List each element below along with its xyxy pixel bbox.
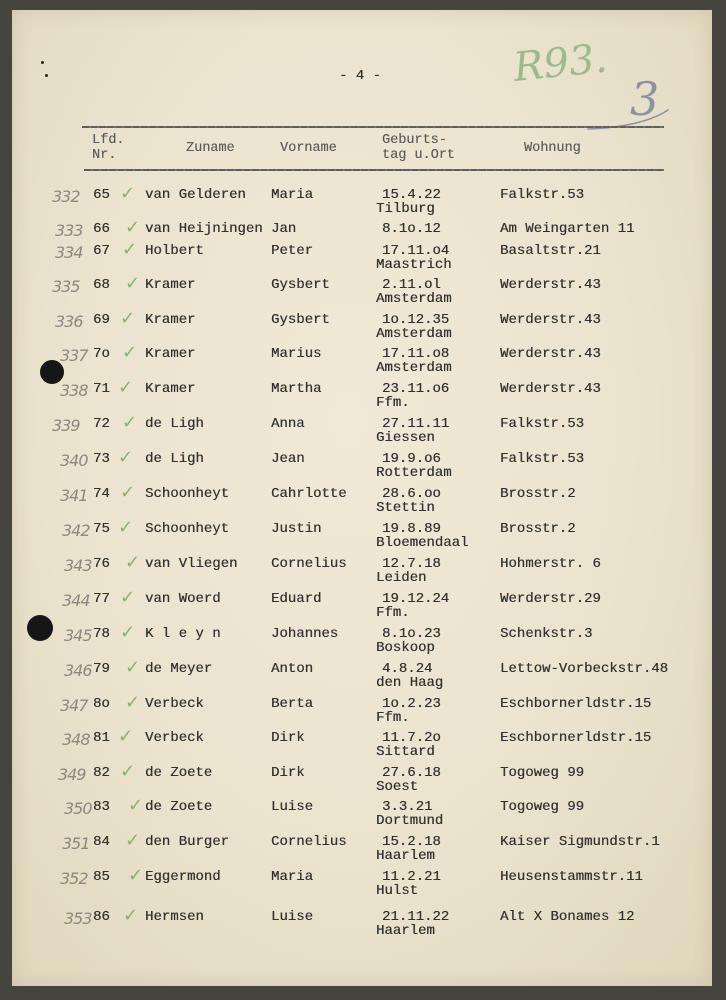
column-header-zuname: Zuname	[186, 141, 235, 156]
birth-place: Ffm.	[376, 605, 410, 621]
entry-row	[0, 726, 726, 761]
birth-date: 17.11.o8	[382, 346, 450, 362]
zuname: van Gelderen	[145, 187, 246, 203]
punch-hole	[40, 360, 64, 384]
entry-row	[0, 517, 726, 552]
entry-row	[0, 412, 726, 447]
header-rule-bottom	[84, 169, 664, 171]
column-header-vorname: Vorname	[280, 141, 337, 156]
vorname: Jan	[271, 221, 297, 237]
page-number: - 4 -	[339, 68, 382, 84]
check-icon: ✓	[118, 447, 134, 468]
check-icon: ✓	[120, 622, 136, 643]
birth-date: 8.1o.23	[382, 626, 441, 642]
lfd-nr: 65	[93, 187, 110, 203]
zuname: de Ligh	[145, 451, 204, 467]
wohnung: Falkstr.53	[500, 187, 585, 203]
vorname: Anna	[271, 416, 305, 432]
handwritten-running-number: 339	[52, 416, 80, 435]
handwritten-running-number: 348	[62, 730, 90, 749]
handwritten-running-number: 335	[52, 277, 80, 296]
birth-date: 19.8.89	[382, 521, 441, 537]
zuname: den Burger	[145, 834, 230, 850]
birth-place: Boskoop	[376, 640, 435, 656]
zuname: Verbeck	[145, 696, 204, 712]
birth-date: 17.11.o4	[382, 243, 450, 259]
vorname: Gysbert	[271, 312, 330, 328]
wohnung: Basaltstr.21	[500, 243, 601, 259]
zuname: de Zoete	[145, 799, 213, 815]
birth-date: 8.1o.12	[382, 221, 441, 237]
birth-place: Ffm.	[376, 710, 410, 726]
wohnung: Werderstr.43	[500, 277, 601, 293]
birth-place: Rotterdam	[376, 465, 452, 481]
birth-place: Stettin	[376, 500, 435, 516]
birth-date: 19.9.o6	[382, 451, 441, 467]
entry-row	[0, 865, 726, 900]
wohnung: Falkstr.53	[500, 416, 585, 432]
lfd-nr: 77	[93, 591, 110, 607]
check-icon: ✓	[118, 726, 134, 747]
vorname: Jean	[271, 451, 305, 467]
wohnung: Werderstr.29	[500, 591, 601, 607]
birth-date: 1o.2.23	[382, 696, 441, 712]
birth-place: Maastrich	[376, 257, 452, 273]
column-header-tag-u-ort: tag u.Ort	[382, 148, 455, 163]
birth-date: 11.7.2o	[382, 730, 441, 746]
zuname: Kramer	[145, 312, 196, 328]
zuname: de Meyer	[145, 661, 213, 677]
zuname: K l e y n	[145, 626, 221, 642]
check-icon: ✓	[118, 517, 134, 538]
check-icon: ✓	[125, 217, 141, 238]
birth-place: Tilburg	[376, 201, 435, 217]
birth-place: Giessen	[376, 430, 435, 446]
birth-date: 4.8.24	[382, 661, 433, 677]
birth-place: Soest	[376, 779, 419, 795]
check-icon: ✓	[120, 183, 136, 204]
check-icon: ✓	[128, 795, 144, 816]
vorname: Cornelius	[271, 556, 347, 572]
birth-date: 19.12.24	[382, 591, 450, 607]
handwritten-running-number: 340	[60, 451, 88, 470]
entry-row	[0, 795, 726, 830]
handwritten-running-number: 351	[62, 834, 90, 853]
zuname: Kramer	[145, 381, 196, 397]
lfd-nr: 73	[93, 451, 110, 467]
birth-place: den Haag	[376, 675, 444, 691]
vorname: Cahrlotte	[271, 486, 347, 502]
handwritten-running-number: 341	[60, 486, 88, 505]
zuname: Holbert	[145, 243, 204, 259]
check-icon: ✓	[122, 342, 138, 363]
vorname: Eduard	[271, 591, 322, 607]
wohnung: Werderstr.43	[500, 346, 601, 362]
check-icon: ✓	[125, 692, 141, 713]
birth-place: Amsterdam	[376, 360, 452, 376]
birth-place: Amsterdam	[376, 291, 452, 307]
check-icon: ✓	[118, 377, 134, 398]
entry-row	[0, 183, 726, 218]
birth-date: 2.11.ol	[382, 277, 441, 293]
lfd-nr: 76	[93, 556, 110, 572]
vorname: Martha	[271, 381, 322, 397]
check-icon: ✓	[120, 587, 136, 608]
vorname: Cornelius	[271, 834, 347, 850]
handwritten-running-number: 345	[64, 626, 92, 645]
vorname: Justin	[271, 521, 322, 537]
handwritten-sheet-number: 3	[630, 72, 660, 126]
zuname: Schoonheyt	[145, 521, 230, 537]
zuname: van Woerd	[145, 591, 221, 607]
lfd-nr: 72	[93, 416, 110, 432]
birth-date: 11.2.21	[382, 869, 441, 885]
handwritten-running-number: 347	[60, 696, 88, 715]
birth-date: 27.6.18	[382, 765, 441, 781]
column-header-wohnung: Wohnung	[524, 141, 581, 156]
handwritten-running-number: 349	[58, 765, 86, 784]
entry-row	[0, 447, 726, 482]
entry-row	[0, 905, 726, 940]
entry-row	[0, 273, 726, 308]
zuname: Eggermond	[145, 869, 221, 885]
wohnung: Werderstr.43	[500, 312, 601, 328]
wohnung: Togoweg 99	[500, 765, 585, 781]
punch-hole	[27, 615, 53, 641]
vorname: Johannes	[271, 626, 339, 642]
lfd-nr: 74	[93, 486, 110, 502]
birth-place: Amsterdam	[376, 326, 452, 342]
lfd-nr: 66	[93, 221, 110, 237]
vorname: Peter	[271, 243, 314, 259]
birth-date: 1o.12.35	[382, 312, 450, 328]
vorname: Dirk	[271, 765, 305, 781]
column-header-lfd: Lfd.	[92, 133, 125, 148]
zuname: van Heijningen	[145, 221, 263, 237]
birth-place: Dortmund	[376, 813, 444, 829]
entry-row	[0, 552, 726, 587]
wohnung: Schenkstr.3	[500, 626, 593, 642]
wohnung: Eschbornerldstr.15	[500, 730, 652, 746]
check-icon: ✓	[125, 830, 141, 851]
check-icon: ✓	[125, 552, 141, 573]
entry-row	[0, 308, 726, 343]
birth-place: Hulst	[376, 883, 419, 899]
wohnung: Brosstr.2	[500, 521, 576, 537]
entry-row	[0, 377, 726, 412]
entry-row	[0, 239, 726, 274]
handwritten-running-number: 352	[60, 869, 88, 888]
birth-date: 3.3.21	[382, 799, 433, 815]
birth-place: Leiden	[376, 570, 427, 586]
check-icon: ✓	[120, 761, 136, 782]
entry-row	[0, 657, 726, 692]
handwritten-running-number: 344	[62, 591, 90, 610]
wohnung: Kaiser Sigmundstr.1	[500, 834, 660, 850]
handwritten-running-number: 342	[62, 521, 90, 540]
vorname: Maria	[271, 187, 314, 203]
vorname: Luise	[271, 909, 314, 925]
handwritten-running-number: 332	[52, 187, 80, 206]
birth-place: Ffm.	[376, 395, 410, 411]
wohnung: Am Weingarten 11	[500, 221, 635, 237]
handwritten-running-number: 338	[60, 381, 88, 400]
header-rule-top	[82, 126, 664, 128]
lfd-nr: 71	[93, 381, 110, 397]
lfd-nr: 85	[93, 869, 110, 885]
handwritten-reference: R93.	[511, 35, 610, 91]
zuname: Schoonheyt	[145, 486, 230, 502]
birth-date: 15.2.18	[382, 834, 441, 850]
entry-row	[0, 761, 726, 796]
lfd-nr: 83	[93, 799, 110, 815]
birth-date: 21.11.22	[382, 909, 450, 925]
lfd-nr: 68	[93, 277, 110, 293]
zuname: de Zoete	[145, 765, 213, 781]
vorname: Maria	[271, 869, 314, 885]
wohnung: Werderstr.43	[500, 381, 601, 397]
wohnung: Heusenstammstr.11	[500, 869, 643, 885]
handwritten-running-number: 336	[55, 312, 83, 331]
entry-row	[0, 830, 726, 865]
check-icon: ✓	[122, 412, 138, 433]
entry-row	[0, 342, 726, 377]
vorname: Gysbert	[271, 277, 330, 293]
lfd-nr: 78	[93, 626, 110, 642]
wohnung: Alt X Bonames 12	[500, 909, 635, 925]
vorname: Luise	[271, 799, 314, 815]
check-icon: ✓	[123, 905, 139, 926]
birth-date: 27.11.11	[382, 416, 450, 432]
entry-row	[0, 482, 726, 517]
lfd-nr: 69	[93, 312, 110, 328]
handwritten-running-number: 333	[55, 221, 83, 240]
birth-place: Sittard	[376, 744, 435, 760]
check-icon: ✓	[125, 273, 141, 294]
birth-date: 23.11.o6	[382, 381, 450, 397]
entry-row	[0, 587, 726, 622]
wohnung: Brosstr.2	[500, 486, 576, 502]
handwritten-running-number: 346	[64, 661, 92, 680]
vorname: Dirk	[271, 730, 305, 746]
lfd-nr: 81	[93, 730, 110, 746]
entry-row	[0, 692, 726, 727]
check-icon: ✓	[128, 865, 144, 886]
birth-place: Haarlem	[376, 848, 435, 864]
lfd-nr: 79	[93, 661, 110, 677]
check-icon: ✓	[120, 482, 136, 503]
zuname: Kramer	[145, 346, 196, 362]
handwritten-running-number: 350	[64, 799, 92, 818]
handwritten-running-number: 334	[55, 243, 83, 262]
lfd-nr: 86	[93, 909, 110, 925]
birth-place: Bloemendaal	[376, 535, 469, 551]
handwritten-running-number: 353	[64, 909, 92, 928]
wohnung: Falkstr.53	[500, 451, 585, 467]
lfd-nr: 67	[93, 243, 110, 259]
entry-row	[0, 622, 726, 657]
lfd-nr: 82	[93, 765, 110, 781]
wohnung: Hohmerstr. 6	[500, 556, 601, 572]
check-icon: ✓	[120, 308, 136, 329]
zuname: Verbeck	[145, 730, 204, 746]
vorname: Anton	[271, 661, 314, 677]
birth-date: 12.7.18	[382, 556, 441, 572]
handwritten-running-number: 337	[60, 346, 88, 365]
vorname: Marius	[271, 346, 322, 362]
zuname: Kramer	[145, 277, 196, 293]
check-icon: ✓	[125, 657, 141, 678]
birth-date: 15.4.22	[382, 187, 441, 203]
zuname: Hermsen	[145, 909, 204, 925]
birth-date: 28.6.oo	[382, 486, 441, 502]
handwritten-running-number: 343	[64, 556, 92, 575]
vorname: Berta	[271, 696, 314, 712]
lfd-nr: 84	[93, 834, 110, 850]
zuname: de Ligh	[145, 416, 204, 432]
column-header-geburts: Geburts-	[382, 133, 447, 148]
column-header-nr: Nr.	[92, 148, 117, 163]
wohnung: Eschbornerldstr.15	[500, 696, 652, 712]
lfd-nr: 8o	[93, 696, 110, 712]
zuname: van Vliegen	[145, 556, 238, 572]
lfd-nr: 7o	[93, 346, 110, 362]
birth-place: Haarlem	[376, 923, 435, 939]
check-icon: ✓	[122, 239, 138, 260]
wohnung: Lettow-Vorbeckstr.48	[500, 661, 669, 677]
lfd-nr: 75	[93, 521, 110, 537]
wohnung: Togoweg 99	[500, 799, 585, 815]
